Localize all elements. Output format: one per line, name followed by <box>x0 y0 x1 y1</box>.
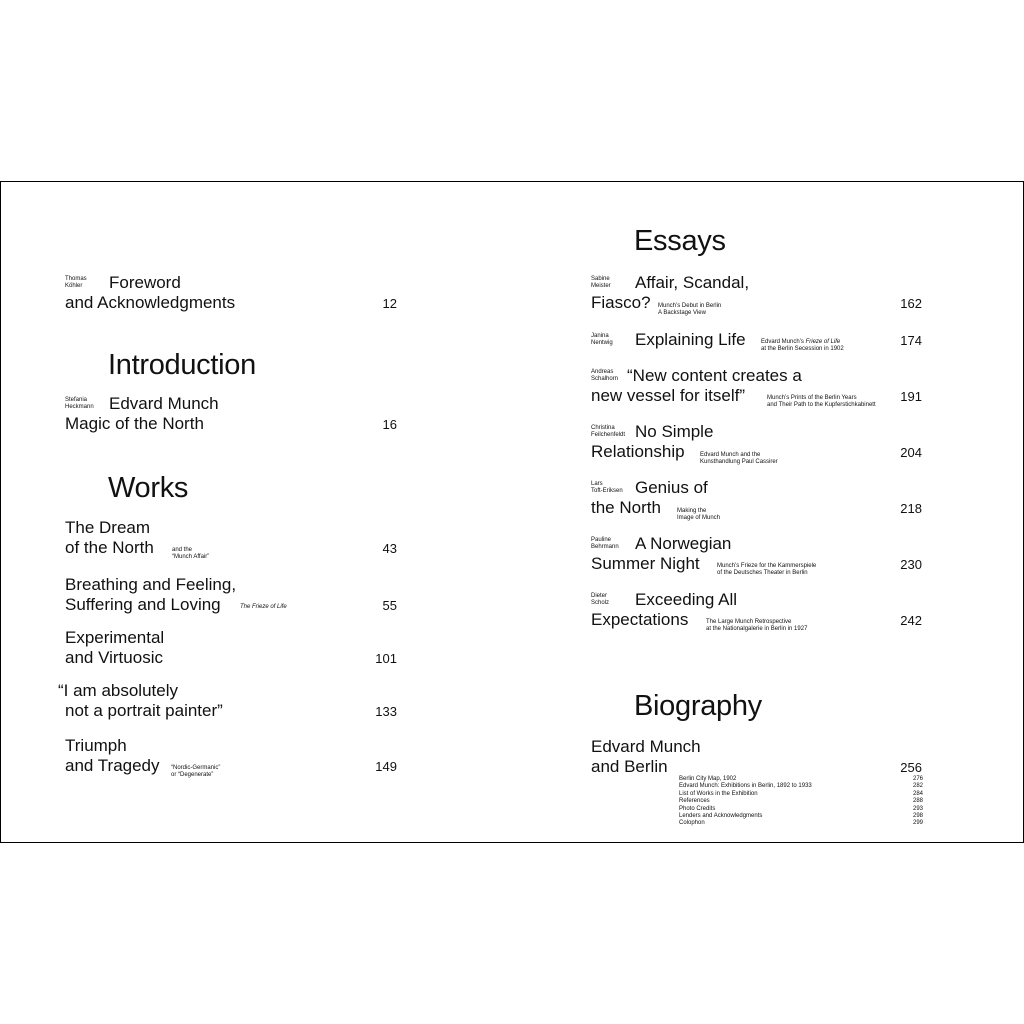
page-number: 204 <box>900 445 922 460</box>
section-heading-essays: Essays <box>634 225 726 257</box>
author-first-name: Christina <box>591 425 615 431</box>
author-first-name: Dieter <box>591 593 608 599</box>
author-label <box>591 276 611 290</box>
author-first-name: Janina <box>591 333 609 339</box>
author-last-name: Feilchenfeldt <box>591 432 626 438</box>
page-number: 218 <box>900 501 922 516</box>
toc-subtitle: The Frieze of Life <box>240 604 287 610</box>
section-heading-works: Works <box>108 472 189 504</box>
toc-title-line2: Summer Night <box>591 554 700 573</box>
subtitle-line: Kunsthandlung Paul Cassirer <box>700 459 778 465</box>
toc-title-line2: new vessel for itself” <box>591 386 745 405</box>
author-last-name: Köhler <box>65 283 83 289</box>
author-label <box>591 369 618 383</box>
subtitle-line: or “Degenerate” <box>171 772 214 778</box>
subtitle-line <box>761 339 844 346</box>
page-number: 133 <box>375 704 397 719</box>
toc-subtitle <box>761 339 844 353</box>
page-number: 43 <box>382 541 397 556</box>
subtitle-line: of the Deutsches Theater in Berlin <box>717 570 808 576</box>
page-number: 12 <box>382 296 397 311</box>
appendix-page: 284 <box>912 790 923 797</box>
author-label <box>591 333 613 347</box>
toc-title-line2: and Berlin <box>591 757 668 776</box>
appendix-label: List of Works in the Exhibition <box>679 790 758 797</box>
page-number: 191 <box>900 389 922 404</box>
author-first-name: Thomas <box>65 276 87 282</box>
author-label <box>591 593 609 607</box>
toc-title-line1: The Dream <box>65 518 151 537</box>
subtitle-line: Image of Munch <box>677 515 721 521</box>
page-number: 242 <box>900 613 922 628</box>
appendix-label: Photo Credits <box>679 805 716 812</box>
page-number: 256 <box>900 760 922 775</box>
page-number: 101 <box>375 651 397 666</box>
appendix-page: 276 <box>912 776 923 782</box>
appendix-row <box>679 791 923 798</box>
toc-title-line2: not a portrait painter” <box>65 701 223 720</box>
toc-subtitle <box>172 547 209 561</box>
subtitle-line: “Nordic-Germanic” <box>171 765 221 771</box>
subtitle-text: Edvard Munch’s <box>761 339 806 345</box>
toc-title-line1: Genius of <box>635 478 708 497</box>
author-first-name: Stefania <box>65 397 88 403</box>
toc-title-line2: Relationship <box>591 442 685 461</box>
appendix-label: References <box>679 798 710 805</box>
appendix-row <box>679 783 923 790</box>
subtitle-line: Munch’s Prints of the Berlin Years <box>767 395 857 401</box>
appendix-label: Lenders and Acknowledgments <box>679 813 763 820</box>
book-spread <box>0 181 1024 843</box>
page-number: 55 <box>382 598 397 613</box>
subtitle-line: A Backstage View <box>658 310 706 316</box>
page-number: 16 <box>382 417 397 432</box>
toc-title-line2: of the North <box>65 538 154 557</box>
author-label <box>65 397 94 411</box>
toc-title-line2: and Virtuosic <box>65 648 163 667</box>
author-last-name: Meister <box>591 283 611 289</box>
appendix-row <box>679 798 923 805</box>
toc-title-line1: Explaining Life <box>635 330 746 349</box>
toc-subtitle <box>658 303 721 317</box>
subtitle-line: Munch’s Debut in Berlin <box>658 303 722 309</box>
author-label <box>591 425 625 439</box>
author-last-name: Heckmann <box>65 404 94 410</box>
toc-title-line2: Magic of the North <box>65 414 204 433</box>
appendix-list <box>679 776 923 828</box>
appendix-row <box>679 820 923 827</box>
subtitle-line: The Large Munch Retrospective <box>706 619 792 625</box>
toc-title-line1: Breathing and Feeling, <box>65 575 237 594</box>
toc-title-line2: and Acknowledgments <box>65 293 236 312</box>
toc-subtitle <box>171 765 220 779</box>
subtitle-line: and Their Path to the Kupferstichkabinett <box>767 402 876 408</box>
toc-title-line1: Exceeding All <box>635 590 738 609</box>
appendix-label: Edvard Munch: Exhibitions in Berlin, 1892 to 1933 <box>679 783 812 790</box>
appendix-page: 288 <box>912 798 923 805</box>
toc-title-line1: No Simple <box>635 422 714 441</box>
toc-subtitle <box>700 452 778 466</box>
toc-title-line2: Fiasco? <box>591 293 651 312</box>
toc-title-line1: “I am absolutely <box>58 681 178 700</box>
subtitle-line: at the Nationalgalerie in Berlin in 1927 <box>706 626 808 632</box>
page-number: 162 <box>900 296 922 311</box>
toc-subtitle <box>706 619 807 633</box>
toc-title-line1: A Norwegian <box>635 534 732 553</box>
appendix-row <box>679 806 923 813</box>
page-number: 149 <box>375 759 397 774</box>
toc-title-line1: Edvard Munch <box>109 394 219 413</box>
section-heading-biography: Biography <box>634 690 762 722</box>
subtitle-line: “Munch Affair” <box>172 554 210 560</box>
appendix-page: 298 <box>912 813 923 820</box>
author-last-name: Scholz <box>591 600 610 606</box>
author-last-name: Behrmann <box>591 544 619 550</box>
appendix-page: 282 <box>912 783 923 790</box>
toc-title-line1: “New content creates a <box>627 366 802 385</box>
author-label <box>591 537 619 551</box>
author-last-name: Schalhorn <box>591 376 619 382</box>
author-label <box>591 481 623 495</box>
subtitle-line: at the Berlin Secession in 1902 <box>761 346 844 352</box>
toc-subtitle <box>677 508 720 522</box>
author-label <box>65 276 87 290</box>
section-heading-introduction: Introduction <box>108 349 256 381</box>
toc-title-line1: Experimental <box>65 628 165 647</box>
author-first-name: Lars <box>591 481 603 487</box>
author-last-name: Nentwig <box>591 340 613 346</box>
author-last-name: Toft-Eriksen <box>591 488 623 494</box>
toc-subtitle <box>717 563 816 577</box>
author-first-name: Pauline <box>591 537 612 543</box>
toc-title-line1: Affair, Scandal, <box>635 273 750 292</box>
toc-title-line1: Triumph <box>65 736 127 755</box>
subtitle-line: Edvard Munch and the <box>700 452 761 458</box>
toc-title-line2: the North <box>591 498 661 517</box>
toc-title-line2: and Tragedy <box>65 756 160 775</box>
page-number: 230 <box>900 557 922 572</box>
subtitle-italic: Frieze of Life <box>805 339 841 345</box>
appendix-label: Berlin City Map, 1902 <box>679 776 737 782</box>
appendix-row <box>679 813 923 820</box>
subtitle-line: Munch’s Frieze for the Kammerspiele <box>717 563 817 569</box>
appendix-page: 299 <box>912 820 923 827</box>
toc-title-line2: Suffering and Loving <box>65 595 221 614</box>
toc-subtitle <box>767 395 876 409</box>
subtitle-line: Making the <box>677 508 707 514</box>
appendix-label: Colophon <box>679 820 705 827</box>
toc-title-line1: Edvard Munch <box>591 737 701 756</box>
toc-title-line2: Expectations <box>591 610 689 629</box>
appendix-page: 293 <box>912 805 923 812</box>
author-first-name: Andreas <box>591 369 614 375</box>
page-number: 174 <box>900 333 922 348</box>
toc-title-line1: Foreword <box>109 273 181 292</box>
subtitle-line: and the <box>172 547 193 553</box>
author-first-name: Sabine <box>591 276 610 282</box>
appendix-row <box>679 776 923 783</box>
